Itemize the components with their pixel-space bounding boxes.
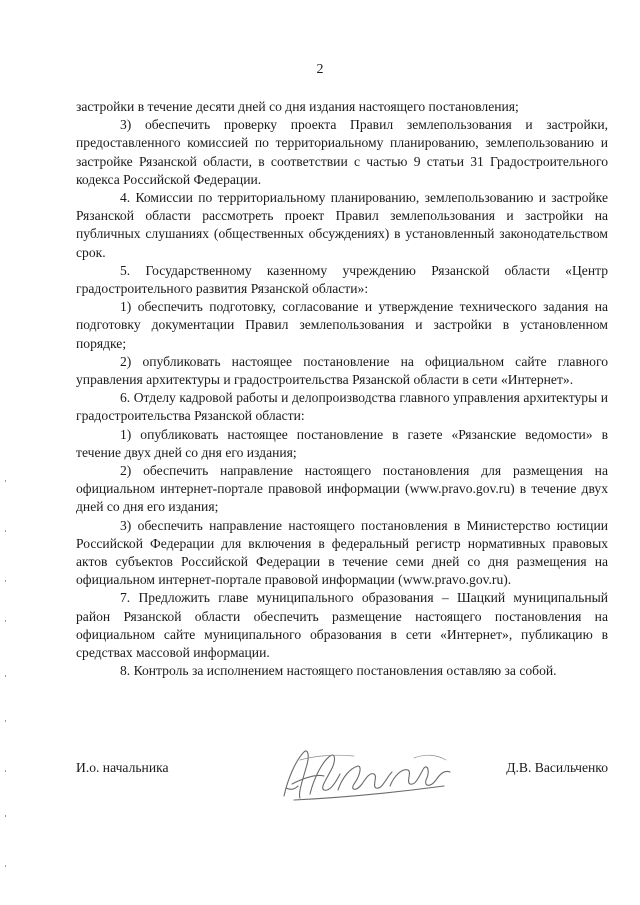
- paragraph-7: 7. Предложить главе муниципального образования – Шацкий муниципальный район Рязанской области обеспечить размещение настоящего постановления на официальном сайте муниципального образования в сети «Интернет», публикацию в средствах массовой информации.: [76, 590, 608, 661]
- paragraph-continuation: застройки в течение десяти дней со дня издания настоящего постановления;: [76, 99, 519, 114]
- paragraph-5-item-1: 1) обеспечить подготовку, согласование и утверждение технического задания на подготовку документации Правил землепользования и застройки в установленном порядке;: [76, 299, 608, 351]
- signatory-title: И.о. начальника: [76, 760, 169, 775]
- signature-block: [76, 760, 608, 820]
- paragraph-4: 4. Комиссии по территориальному планированию, землепользованию и застройке Рязанской области рассмотреть проект Правил землепользования и застройки на публичных слушаниях (общественных обсуждениях) в установленный законодательством срок.: [76, 190, 608, 260]
- page-number: 2: [316, 62, 324, 77]
- paragraph-item-3: 3) обеспечить проверку проекта Правил землепользования и застройки, предоставленного комиссией по территориальному планированию, землепользованию и застройке Рязанской области, в соответствии с частью 9 статьи 31 Градостроительного кодекса Российской Федерации.: [76, 117, 608, 187]
- paragraph-5-item-2: 2) опубликовать настоящее постановление на официальном сайте главного управления архитектуры и градостроительства Рязанской области в сети «Интернет».: [76, 353, 608, 388]
- signatory-name: Д.В. Васильченко: [506, 760, 608, 775]
- paragraph-5: 5. Государственному казенному учреждению Рязанской области «Центр градостроительного развития Рязанской области»:: [76, 262, 608, 297]
- paragraph-8: 8. Контроль за исполнением настоящего постановления оставляю за собой.: [120, 663, 557, 679]
- document-body: [76, 98, 608, 681]
- paragraph-6-item-1: 1) опубликовать настоящее постановление в газете «Рязанские ведомости» в течение двух дней со дня его издания;: [76, 426, 608, 460]
- handwritten-signature: [274, 738, 464, 810]
- paragraph-6-item-3: 3) обеспечить направление настоящего постановления в Министерство юстиции Российской Федерации для включения в федеральный регистр нормативных правовых актов субъектов Российской Федерации в течение семи дней со дня размещения на официальном интернет-портале правовой информации (www.pravo.gov.ru).: [76, 517, 608, 588]
- paragraph-6-item-2: 2) обеспечить направление настоящего постановления для размещения на официальном интернет-портале правовой информации (www.pravo.gov.ru) в течение двух дней со дня его издания;: [76, 463, 608, 515]
- paragraph-6: 6. Отделу кадровой работы и делопроизводства главного управления архитектуры и градостроительства Рязанской области:: [76, 390, 608, 424]
- scan-margin-marks: [4, 470, 8, 890]
